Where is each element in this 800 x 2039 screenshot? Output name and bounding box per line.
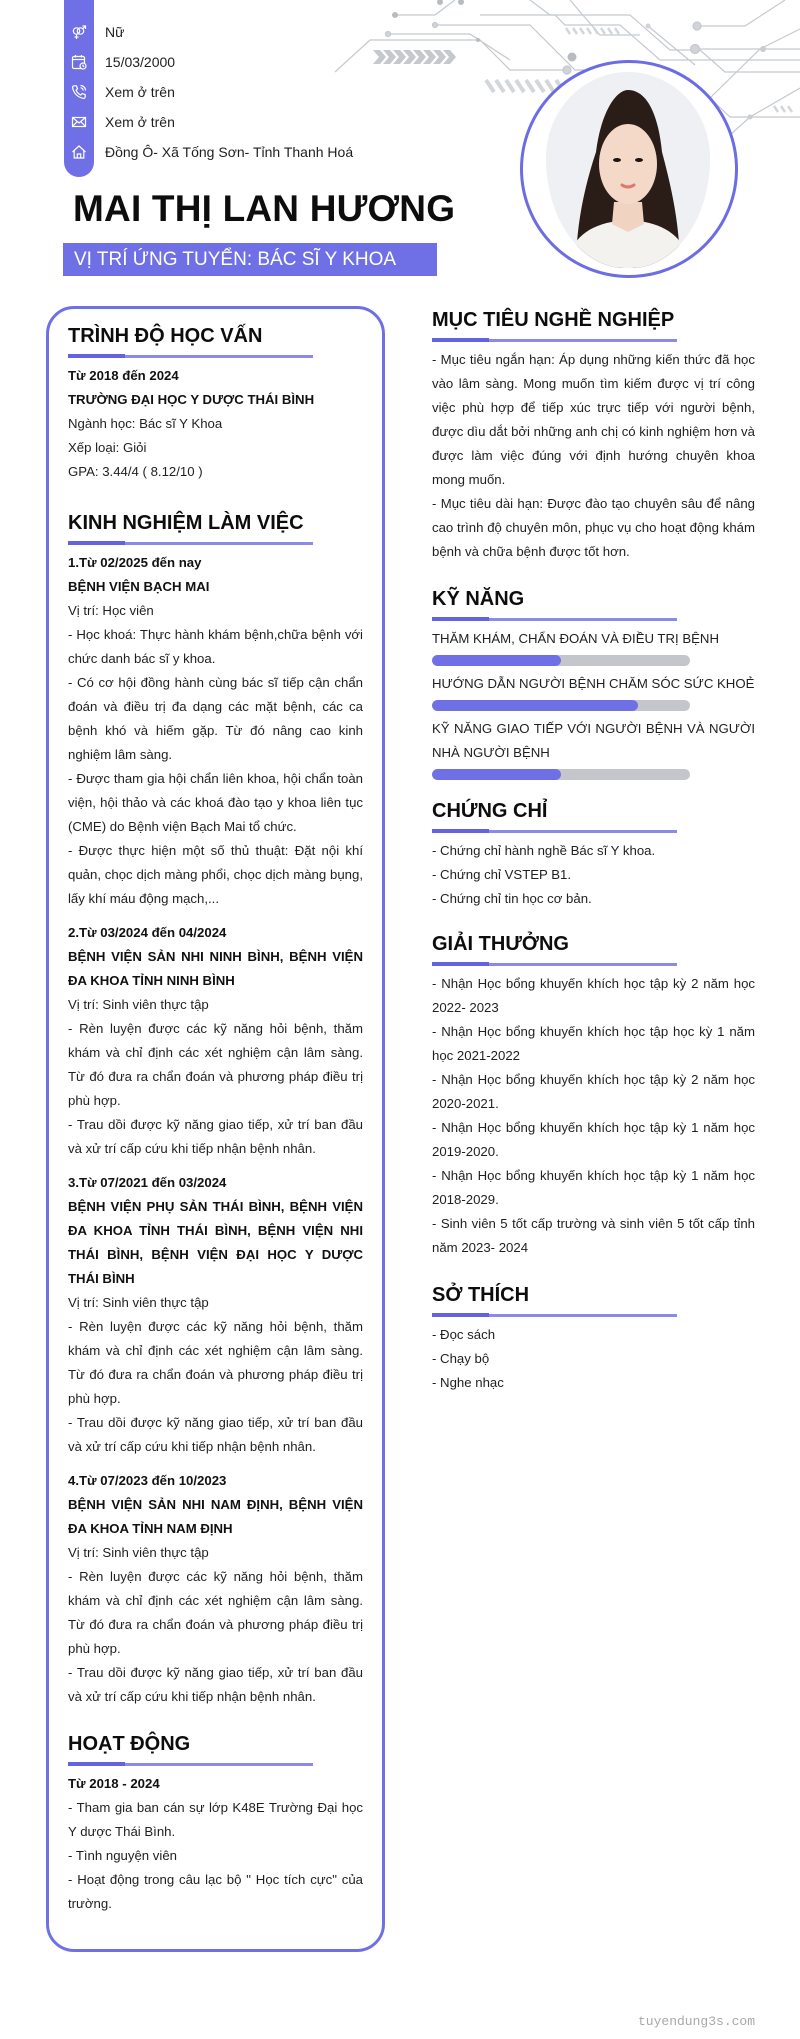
objective-paragraph: - Mục tiêu ngắn hạn: Áp dụng những kiến thức đã học vào lâm sàng. Mong muốn tìm kiếm được vị trí công việc phù hợp để tiếp xúc trực tiếp với người bệnh, được dìu dắt bởi những anh chị có kinh nghiệm hơn và được làm việc đúng với định hướng chuyên khoa mong muốn. <box>432 352 755 487</box>
certificate-item: - Chứng chỉ hành nghề Bác sĩ Y khoa. <box>432 843 656 858</box>
section-underline <box>68 542 313 545</box>
objective-section <box>432 307 755 564</box>
contact-gender <box>64 17 124 47</box>
certificate-item: - Chứng chỉ tin học cơ bản. <box>432 891 592 906</box>
section-underline <box>432 339 677 342</box>
skill-bar-fill <box>432 769 561 780</box>
award-item: - Sinh viên 5 tốt cấp trường và sinh viên 5 tốt cấp tỉnh năm 2023- 2024 <box>432 1216 755 1255</box>
applied-position: VỊ TRÍ ỨNG TUYỂN: BÁC SĨ Y KHOA <box>63 243 437 276</box>
education-line: GPA: 3.44/4 ( 8.12/10 ) <box>68 464 203 479</box>
education-line: Xếp loại: Giỏi <box>68 440 147 455</box>
activity-item: - Tình nguyện viên <box>68 1848 177 1863</box>
experience-item <box>68 1171 363 1459</box>
award-item: - Nhận Học bổng khuyến khích học tập kỳ 2 năm học 2022- 2023 <box>432 976 755 1015</box>
experience-period: 1.Từ 02/2025 đến nay <box>68 555 202 570</box>
contact-text: Xem ở trên <box>105 84 175 100</box>
contact-address <box>64 137 353 167</box>
skill-item <box>432 672 755 711</box>
section-title: KINH NGHIỆM LÀM VIỆC <box>68 512 304 534</box>
experience-period: 3.Từ 07/2021 đến 03/2024 <box>68 1175 227 1190</box>
right-column <box>432 307 755 1395</box>
award-item: - Nhận Học bổng khuyến khích học tập kỳ 1 năm học 2018-2029. <box>432 1168 755 1207</box>
experience-org: BỆNH VIỆN SẢN NHI NAM ĐỊNH, BỆNH VIỆN ĐA KHOA TỈNH NAM ĐỊNH <box>68 1497 363 1536</box>
experience-bullet: - Được thực hiện một số thủ thuật: Đặt nội khí quản, chọc dịch màng phổi, chọc dịch màng bụng, lấy khí máu động mạch,... <box>68 843 363 906</box>
experience-bullet: - Trau dồi được kỹ năng giao tiếp, xử trí ban đầu và xử trí cấp cứu khi tiếp nhận bệnh nhân. <box>68 1415 363 1454</box>
skill-label: KỸ NĂNG GIAO TIẾP VỚI NGƯỜI BỆNH VÀ NGƯỜI NHÀ NGƯỜI BỆNH <box>432 721 755 760</box>
experience-bullet: - Rèn luyện được các kỹ năng hỏi bệnh, thăm khám và chỉ định các xét nghiệm cận lâm sàng. Từ đó đưa ra chẩn đoán và phương pháp điều trị phù hợp. <box>68 1569 363 1656</box>
experience-org: BỆNH VIỆN PHỤ SẢN THÁI BÌNH, BỆNH VIỆN ĐA KHOA TỈNH THÁI BÌNH, BỆNH VIỆN NHI THÁI BÌNH, BỆNH VIỆN ĐẠI HỌC Y DƯỢC THÁI BÌNH <box>68 1199 363 1286</box>
skill-label: THĂM KHÁM, CHẨN ĐOÁN VÀ ĐIỀU TRỊ BỆNH <box>432 631 719 646</box>
skill-bar <box>432 655 690 666</box>
section-title: GIẢI THƯỞNG <box>432 933 569 955</box>
education-line: Ngành học: Bác sĩ Y Khoa <box>68 416 223 431</box>
experience-role: Vị trí: Học viên <box>68 603 154 618</box>
experience-role: Vị trí: Sinh viên thực tập <box>68 1545 209 1560</box>
experience-bullet: - Rèn luyện được các kỹ năng hỏi bệnh, thăm khám và chỉ định các xét nghiệm cận lâm sàng. Từ đó đưa ra chẩn đoán và phương pháp điều trị phù hợp. <box>68 1319 363 1406</box>
contact-text: 15/03/2000 <box>105 54 176 70</box>
watermark: tuyendung3s.com <box>638 2014 756 2029</box>
contact-text: Xem ở trên <box>105 114 175 130</box>
section-title: MỤC TIÊU NGHỀ NGHIỆP <box>432 309 675 331</box>
section-title: SỞ THÍCH <box>432 1284 530 1306</box>
experience-section <box>68 510 363 1709</box>
hobby-item: - Nghe nhạc <box>432 1375 504 1390</box>
section-title: KỸ NĂNG <box>432 588 525 610</box>
section-underline <box>68 1763 313 1766</box>
section-underline <box>432 963 677 966</box>
awards-section <box>432 931 755 1260</box>
skill-bar-fill <box>432 655 561 666</box>
award-item: - Nhận Học bổng khuyến khích học tập học kỳ 1 năm học 2021-2022 <box>432 1024 755 1063</box>
phone-icon <box>64 77 94 107</box>
left-column <box>68 323 363 1916</box>
education-period: Từ 2018 đến 2024 <box>68 368 179 383</box>
experience-item <box>68 921 363 1161</box>
mail-icon <box>64 107 94 137</box>
experience-item <box>68 1469 363 1709</box>
contact-text: Đồng Ô- Xã Tống Sơn- Tỉnh Thanh Hoá <box>105 144 354 160</box>
experience-role: Vị trí: Sinh viên thực tập <box>68 1295 209 1310</box>
hobby-item: - Chạy bộ <box>432 1351 490 1366</box>
activity-item: - Tham gia ban cán sự lớp K48E Trường Đại học Y dược Thái Bình. <box>68 1800 363 1839</box>
section-underline <box>432 830 677 833</box>
skill-label: HƯỚNG DẪN NGƯỜI BỆNH CHĂM SÓC SỨC KHOẺ <box>432 676 755 691</box>
certificate-item: - Chứng chỉ VSTEP B1. <box>432 867 572 882</box>
activities-period: Từ 2018 - 2024 <box>68 1776 160 1791</box>
gender-icon <box>64 17 94 47</box>
contact-birthday <box>64 47 175 77</box>
experience-bullet: - Được tham gia hội chẩn liên khoa, hội chẩn toàn viện, hội thảo và các khoá đào tạo y khoa liên tục (CME) do Bệnh viện Bạch Mai tổ chức. <box>68 771 363 834</box>
experience-item <box>68 551 363 911</box>
experience-bullet: - Học khoá: Thực hành khám bệnh,chữa bệnh với chức danh bác sĩ y khoa. <box>68 627 363 666</box>
skills-section <box>432 586 755 780</box>
section-underline <box>68 355 313 358</box>
experience-bullet: - Trau dồi được kỹ năng giao tiếp, xử trí ban đầu và xử trí cấp cứu khi tiếp nhận bệnh nhân. <box>68 1665 363 1704</box>
experience-period: 2.Từ 03/2024 đến 04/2024 <box>68 925 227 940</box>
award-item: - Nhận Học bổng khuyến khích học tập kỳ 2 năm học 2020-2021. <box>432 1072 755 1111</box>
calendar-icon <box>64 47 94 77</box>
experience-period: 4.Từ 07/2023 đến 10/2023 <box>68 1473 227 1488</box>
experience-org: BỆNH VIỆN BẠCH MAI <box>68 579 210 594</box>
certificates-section <box>432 798 755 911</box>
contact-phone <box>64 77 175 107</box>
skill-item <box>432 717 755 780</box>
experience-bullet: - Trau dồi được kỹ năng giao tiếp, xử trí ban đầu và xử trí cấp cứu khi tiếp nhận bệnh nhân. <box>68 1117 363 1156</box>
experience-role: Vị trí: Sinh viên thực tập <box>68 997 209 1012</box>
skill-bar <box>432 769 690 780</box>
contact-email <box>64 107 175 137</box>
section-title: TRÌNH ĐỘ HỌC VẤN <box>68 325 263 347</box>
hobby-item: - Đọc sách <box>432 1327 496 1342</box>
candidate-name: MAI THỊ LAN HƯƠNG <box>73 188 456 229</box>
section-underline <box>432 618 677 621</box>
experience-org: BỆNH VIỆN SẢN NHI NINH BÌNH, BỆNH VIỆN ĐA KHOA TỈNH NINH BÌNH <box>68 949 363 988</box>
experience-bullet: - Có cơ hội đồng hành cùng bác sĩ tiếp cận chẩn đoán và điều trị đa dạng các mặt bệnh, các ca bệnh khó và hiếm gặp. Từ đó nâng cao kinh nghiệm lâm sàng. <box>68 675 363 762</box>
contact-text: Nữ <box>105 24 125 40</box>
section-underline <box>432 1314 677 1317</box>
skill-bar-fill <box>432 700 638 711</box>
hobbies-section <box>432 1282 755 1395</box>
skill-item <box>432 627 755 666</box>
experience-bullet: - Rèn luyện được các kỹ năng hỏi bệnh, thăm khám và chỉ định các xét nghiệm cận lâm sàng. Từ đó đưa ra chẩn đoán và phương pháp điều trị phù hợp. <box>68 1021 363 1108</box>
home-icon <box>64 137 94 167</box>
award-item: - Nhận Học bổng khuyến khích học tập kỳ 1 năm học 2019-2020. <box>432 1120 755 1159</box>
section-title: CHỨNG CHỈ <box>432 800 548 822</box>
section-title: HOẠT ĐỘNG <box>68 1733 191 1755</box>
objective-paragraph: - Mục tiêu dài hạn: Được đào tạo chuyên sâu để nâng cao trình độ chuyên môn, phục vụ cho hoạt động khám bệnh và chữa bệnh được tốt hơn. <box>432 496 755 559</box>
activity-item: - Hoạt động trong câu lạc bộ " Học tích cực" của trường. <box>68 1872 363 1911</box>
education-section <box>68 323 363 484</box>
education-school: TRƯỜNG ĐẠI HỌC Y DƯỢC THÁI BÌNH <box>68 392 315 407</box>
activities-section <box>68 1731 363 1916</box>
skill-bar <box>432 700 690 711</box>
